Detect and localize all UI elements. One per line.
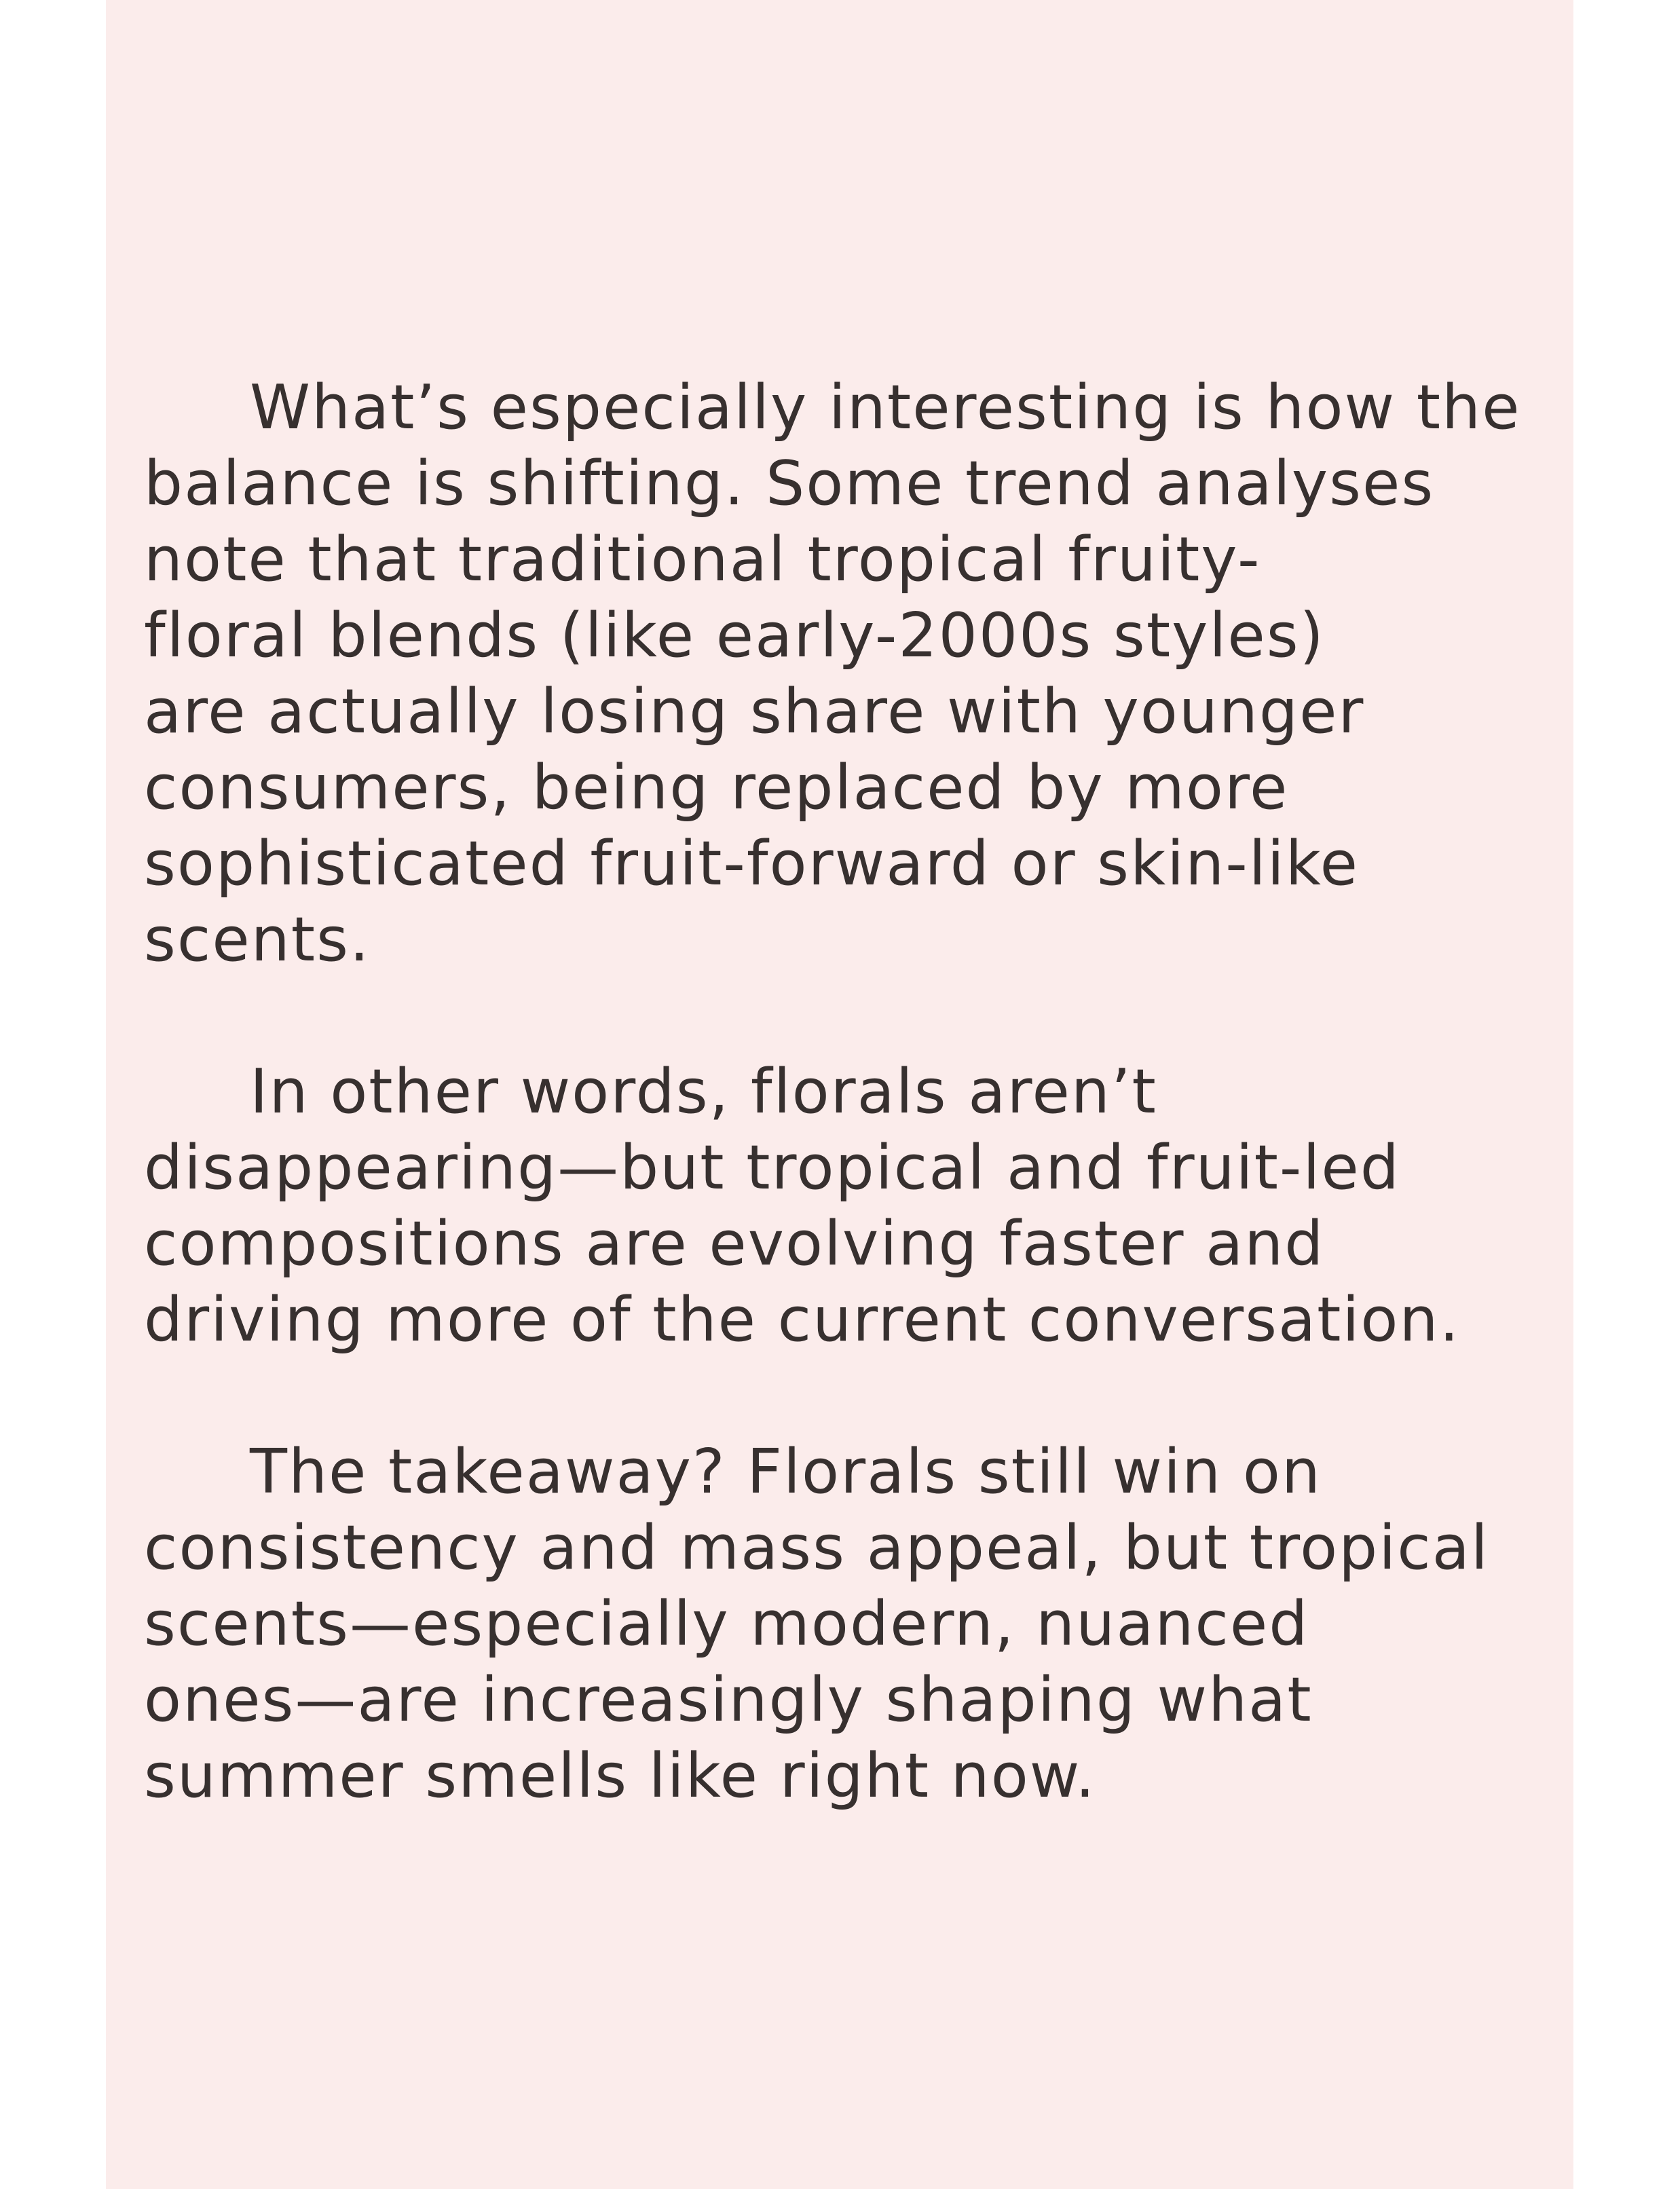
paragraph-3 (144, 1434, 1556, 1814)
text-line: The takeaway? Florals still win on (250, 1436, 1322, 1508)
body-text (144, 370, 1556, 1814)
text-line: are actually losing share with younger (144, 676, 1365, 747)
paragraph-spacer (144, 978, 1556, 1054)
text-line: sophisticated fruit-forward or skin-like (144, 828, 1359, 899)
text-line: disappearing—but tropical and fruit-led (144, 1132, 1400, 1203)
text-line: floral blends (like early-2000s styles) (144, 600, 1325, 671)
text-line: What’s especially interesting is how the (250, 372, 1521, 443)
paragraph-1 (144, 370, 1556, 978)
text-line: ones—are increasingly shaping what (144, 1664, 1313, 1736)
text-line: compositions are evolving faster and (144, 1208, 1325, 1279)
text-line: consistency and mass appeal, but tropical (144, 1512, 1489, 1584)
text-line: In other words, florals aren’t (250, 1056, 1157, 1127)
text-line: scents. (144, 904, 371, 975)
text-line: scents—especially modern, nuanced (144, 1588, 1309, 1660)
text-line: summer smells like right now. (144, 1740, 1096, 1812)
document-page (106, 0, 1573, 2189)
text-line: balance is shifting. Some trend analyses (144, 448, 1435, 519)
text-line: note that traditional tropical fruity- (144, 524, 1261, 595)
text-line: driving more of the current conversation. (144, 1284, 1461, 1355)
paragraph-spacer (144, 1358, 1556, 1434)
text-line: consumers, being replaced by more (144, 752, 1289, 823)
paragraph-2 (144, 1054, 1556, 1358)
